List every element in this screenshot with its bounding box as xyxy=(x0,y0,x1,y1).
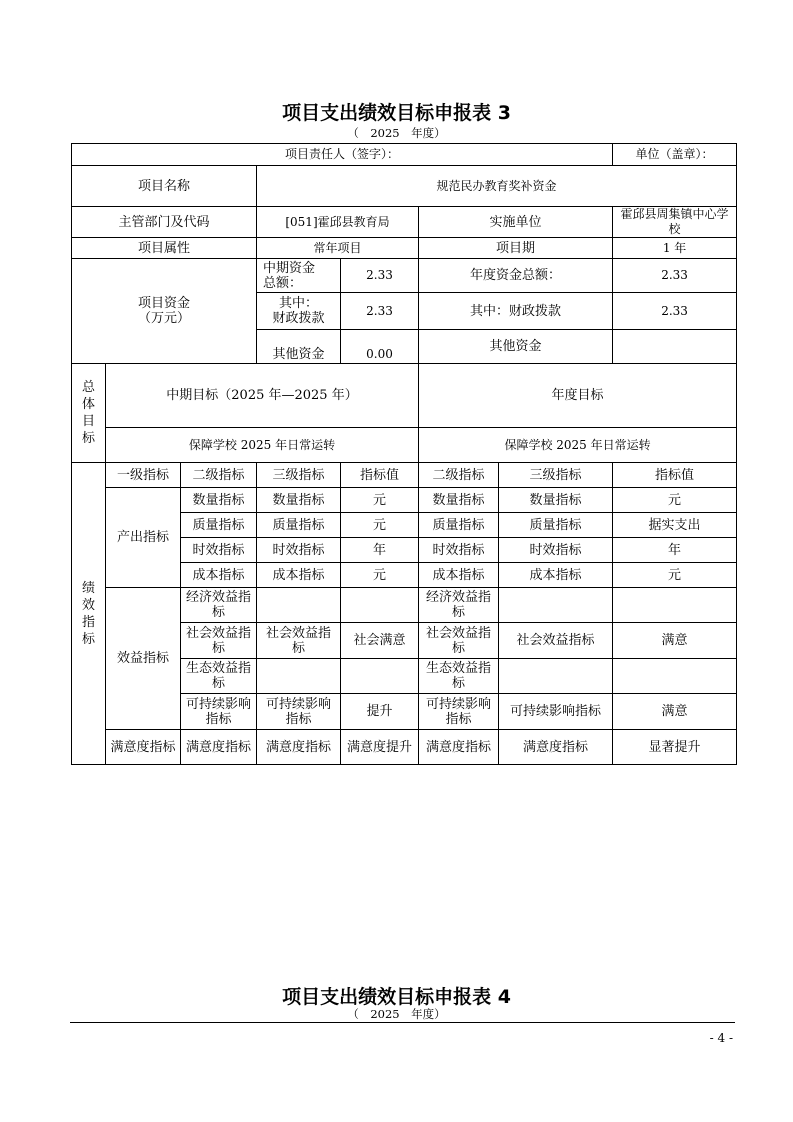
page-number: - 4 - xyxy=(709,1031,733,1045)
annual-total-value: 2.33 xyxy=(613,259,737,293)
unit-seal-cell: 单位（盖章）： xyxy=(613,144,737,166)
table-cell: 元 xyxy=(341,488,419,513)
table-cell: 满意度指标 xyxy=(181,730,257,765)
table-cell: 显著提升 xyxy=(613,730,737,765)
project-attr-label: 项目属性 xyxy=(72,238,257,259)
table-cell xyxy=(613,659,737,694)
table-row xyxy=(72,588,737,623)
table-cell: 成本指标 xyxy=(181,563,257,588)
table-cell: 满意度提升 xyxy=(341,730,419,765)
table-cell: 成本指标 xyxy=(499,563,613,588)
table-cell xyxy=(499,659,613,694)
table-cell: 时效指标 xyxy=(419,538,499,563)
annual-other-value xyxy=(613,330,737,364)
mid-total-value: 2.33 xyxy=(341,259,419,293)
project-period-label: 项目期 xyxy=(419,238,613,259)
table-cell: 满意 xyxy=(613,623,737,659)
table-cell: 满意度指标 xyxy=(499,730,613,765)
table-cell: 满意度指标 xyxy=(257,730,341,765)
performance-target-table xyxy=(71,143,737,765)
annual-fiscal-label: 其中：财政拨款 xyxy=(419,293,613,330)
table-cell: 可持续影响指标 xyxy=(419,694,499,730)
table-cell: 元 xyxy=(613,488,737,513)
table-cell: 数量指标 xyxy=(499,488,613,513)
table-cell xyxy=(341,588,419,623)
impl-unit-label: 实施单位 xyxy=(419,207,613,238)
table-cell: 数量指标 xyxy=(257,488,341,513)
table-cell xyxy=(257,659,341,694)
mid-other-label: 其他资金 xyxy=(257,330,341,364)
mid-other-value: 0.00 xyxy=(341,330,419,364)
benefit-indicator-label: 效益指标 xyxy=(106,588,181,730)
table-row xyxy=(72,488,737,513)
performance-indicator-label: 绩效指标 xyxy=(72,463,106,765)
project-attr-value: 常年项目 xyxy=(257,238,419,259)
annual-goal-content: 保障学校 2025 年日常运转 xyxy=(419,428,737,463)
table-cell: 质量指标 xyxy=(257,513,341,538)
mid-fiscal-value: 2.33 xyxy=(341,293,419,330)
table-cell: 社会效益指标 xyxy=(181,623,257,659)
responsible-person-cell: 项目责任人（签字）： xyxy=(72,144,613,166)
table-cell: 质量指标 xyxy=(419,513,499,538)
header-value-mid: 指标值 xyxy=(341,463,419,488)
table-cell: 提升 xyxy=(341,694,419,730)
table-cell: 时效指标 xyxy=(181,538,257,563)
header-level3-annual: 三级指标 xyxy=(499,463,613,488)
table-cell: 元 xyxy=(613,563,737,588)
table-cell: 质量指标 xyxy=(499,513,613,538)
table-cell: 元 xyxy=(341,563,419,588)
table-cell: 成本指标 xyxy=(419,563,499,588)
project-period-value: 1 年 xyxy=(613,238,737,259)
table-cell: 年 xyxy=(613,538,737,563)
table-cell: 据实支出 xyxy=(613,513,737,538)
table-cell: 数量指标 xyxy=(419,488,499,513)
table3-year: （ 2025 年度） xyxy=(347,126,446,140)
table-cell: 社会满意 xyxy=(341,623,419,659)
table-cell: 社会效益指标 xyxy=(257,623,341,659)
table-cell: 数量指标 xyxy=(181,488,257,513)
project-fund-label: 项目资金 （万元） xyxy=(72,259,257,364)
table-cell xyxy=(257,588,341,623)
table-cell: 满意度指标 xyxy=(419,730,499,765)
header-level1: 一级指标 xyxy=(106,463,181,488)
table-cell xyxy=(613,588,737,623)
table-cell: 经济效益指标 xyxy=(419,588,499,623)
header-level3-mid: 三级指标 xyxy=(257,463,341,488)
mid-total-label: 中期资金 总额： xyxy=(257,259,341,293)
mid-fiscal-label: 其中： 财政拨款 xyxy=(257,293,341,330)
annual-other-label: 其他资金 xyxy=(419,330,613,364)
output-indicator-label: 产出指标 xyxy=(106,488,181,588)
table-cell: 生态效益指标 xyxy=(419,659,499,694)
table3-title: 项目支出绩效目标申报表 3 xyxy=(282,102,511,124)
mid-goal-header: 中期目标（2025 年—2025 年） xyxy=(106,364,419,428)
table-row xyxy=(72,730,737,765)
table-cell: 可持续影响指标 xyxy=(499,694,613,730)
table-cell: 社会效益指标 xyxy=(499,623,613,659)
table-cell: 经济效益指标 xyxy=(181,588,257,623)
table-cell: 可持续影响指标 xyxy=(257,694,341,730)
table-cell: 时效指标 xyxy=(257,538,341,563)
header-level2-mid: 二级指标 xyxy=(181,463,257,488)
table-cell: 质量指标 xyxy=(181,513,257,538)
table-cell: 社会效益指标 xyxy=(419,623,499,659)
table-cell xyxy=(341,659,419,694)
table-cell: 时效指标 xyxy=(499,538,613,563)
table4-year: （ 2025 年度） xyxy=(347,1007,446,1021)
annual-goal-header: 年度目标 xyxy=(419,364,737,428)
header-value-annual: 指标值 xyxy=(613,463,737,488)
mid-goal-content: 保障学校 2025 年日常运转 xyxy=(106,428,419,463)
project-name-value: 规范民办教育奖补资金 xyxy=(257,166,737,207)
table-cell: 满意 xyxy=(613,694,737,730)
annual-fiscal-value: 2.33 xyxy=(613,293,737,330)
table-cell: 生态效益指标 xyxy=(181,659,257,694)
table-cell: 可持续影响指标 xyxy=(181,694,257,730)
project-name-label: 项目名称 xyxy=(72,166,257,207)
divider-line xyxy=(70,1022,735,1023)
annual-total-label: 年度资金总额： xyxy=(419,259,613,293)
table-cell: 元 xyxy=(341,513,419,538)
table4-title: 项目支出绩效目标申报表 4 xyxy=(282,986,511,1008)
impl-unit-value: 霍邱县周集镇中心学校 xyxy=(613,207,737,238)
header-level2-annual: 二级指标 xyxy=(419,463,499,488)
dept-value: [051]霍邱县教育局 xyxy=(257,207,419,238)
dept-label: 主管部门及代码 xyxy=(72,207,257,238)
table-cell: 成本指标 xyxy=(257,563,341,588)
table-cell: 年 xyxy=(341,538,419,563)
satisfaction-indicator-label: 满意度指标 xyxy=(106,730,181,765)
table-cell xyxy=(499,588,613,623)
overall-goal-label: 总体目标 xyxy=(72,364,106,463)
